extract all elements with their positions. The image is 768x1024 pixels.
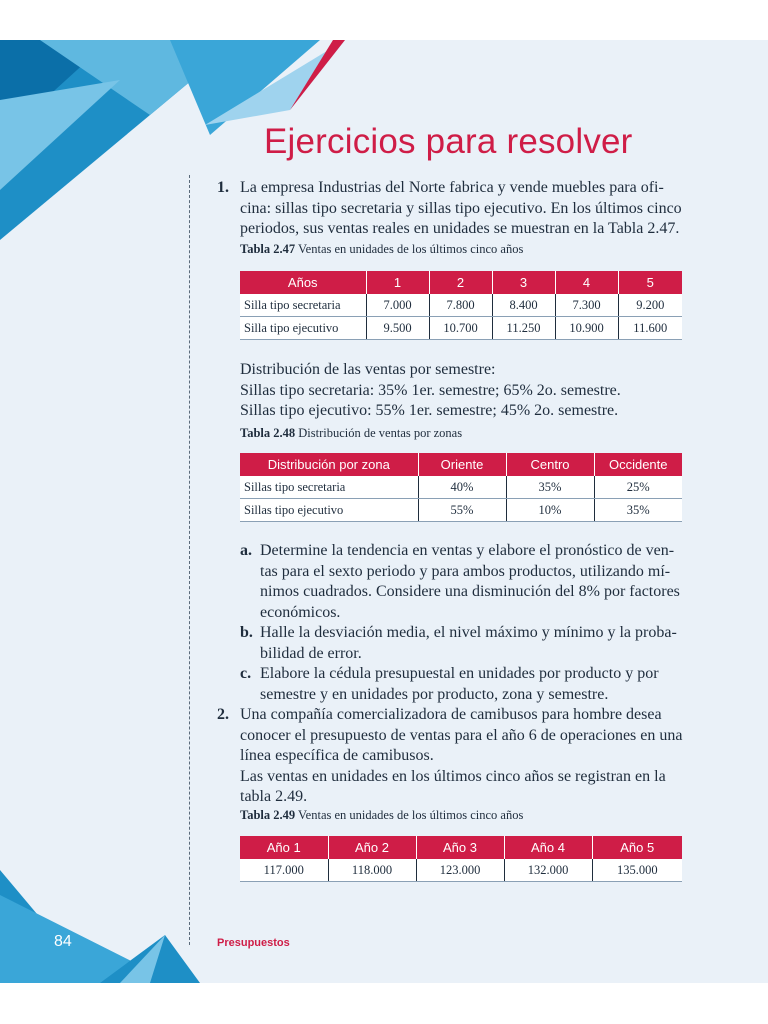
table-2-48-caption xyxy=(240,426,462,441)
column-header: Centro xyxy=(506,453,594,476)
column-header: 2 xyxy=(429,271,492,294)
text-line: conocer el presupuesto de ventas para el año 6 de operaciones en una xyxy=(240,726,683,744)
column-header: Año 5 xyxy=(592,836,682,859)
table-cell: 10% xyxy=(506,499,594,522)
table-cell: 132.000 xyxy=(504,859,592,882)
text-line: semestre y en unidades por producto, zona y semestre. xyxy=(260,685,609,703)
caption-label: Tabla 2.47 xyxy=(240,242,296,256)
table-row xyxy=(240,476,682,499)
page xyxy=(0,40,768,983)
table-cell: 25% xyxy=(594,476,682,499)
table-cell: 11.250 xyxy=(492,317,555,340)
table-cell: 10.700 xyxy=(429,317,492,340)
text-line: línea específica de camibusos. xyxy=(240,747,434,764)
text-line: Sillas tipo secretaria: 35% 1er. semestre; 65% 2o. semestre. xyxy=(240,381,621,399)
table-cell: 135.000 xyxy=(592,859,682,882)
column-header: 5 xyxy=(618,271,682,294)
exercise-1-number: 1. xyxy=(217,179,229,196)
table-2-49 xyxy=(240,836,682,882)
column-header: Oriente xyxy=(418,453,506,476)
table-row xyxy=(240,859,682,882)
table-row xyxy=(240,499,682,522)
item-b-letter: b. xyxy=(240,624,253,641)
item-c-letter: c. xyxy=(240,665,252,682)
text-line: bilidad de error. xyxy=(260,644,362,662)
text-line: La empresa Industrias del Norte fabrica y vende muebles para ofi- xyxy=(240,179,664,196)
column-header: Año 2 xyxy=(328,836,416,859)
table-row xyxy=(240,317,682,340)
table-cell: Silla tipo ejecutivo xyxy=(240,317,366,340)
page-title: Ejercicios para resolver xyxy=(264,122,633,161)
text-line: nimos cuadrados. Considere una disminución del 8% por factores xyxy=(260,583,680,600)
item-a-text xyxy=(260,541,680,623)
item-a-letter: a. xyxy=(240,542,252,559)
table-cell: 40% xyxy=(418,476,506,499)
text-line: Determine la tendencia en ventas y elabore el pronóstico de ven- xyxy=(260,542,675,559)
table-2-47-caption xyxy=(240,242,523,257)
table-header-row xyxy=(240,453,682,476)
table-cell: 7.800 xyxy=(429,294,492,317)
caption-text: Distribución de ventas por zonas xyxy=(298,426,463,440)
table-row xyxy=(240,294,682,317)
exercise-2-text xyxy=(240,705,682,808)
text-line: Distribución de las ventas por semestre: xyxy=(240,361,496,378)
text-line: Las ventas en unidades en los últimos cinco años se registran en la xyxy=(240,767,666,785)
table-cell: 10.900 xyxy=(555,317,618,340)
table-cell: 117.000 xyxy=(240,859,328,882)
table-header-row xyxy=(240,836,682,859)
text-line: Halle la desviación media, el nivel máximo y mínimo y la proba- xyxy=(260,624,677,641)
column-header: Año 1 xyxy=(240,836,328,859)
table-cell: 55% xyxy=(418,499,506,522)
column-header: 1 xyxy=(366,271,429,294)
table-2-48 xyxy=(240,453,682,522)
table-cell: 7.300 xyxy=(555,294,618,317)
item-b-text xyxy=(260,623,677,664)
exercise-1-text xyxy=(240,178,682,240)
text-line: Sillas tipo ejecutivo: 55% 1er. semestre; 45% 2o. semestre. xyxy=(240,402,619,419)
text-line: económicos. xyxy=(260,603,341,621)
text-line: tabla 2.49. xyxy=(240,788,308,805)
table-cell: 35% xyxy=(506,476,594,499)
text-line: periodos, sus ventas reales en unidades se muestran en la Tabla 2.47. xyxy=(240,220,680,237)
page-number: 84 xyxy=(54,933,72,950)
column-header: 3 xyxy=(492,271,555,294)
table-cell: 7.000 xyxy=(366,294,429,317)
column-header: Año 4 xyxy=(504,836,592,859)
table-cell: 123.000 xyxy=(416,859,504,882)
table-cell: Silla tipo secretaria xyxy=(240,294,366,317)
exercise-2-number: 2. xyxy=(217,706,229,723)
table-cell: 35% xyxy=(594,499,682,522)
table-cell: 9.200 xyxy=(618,294,682,317)
caption-text: Ventas en unidades de los últimos cinco años xyxy=(298,808,524,822)
table-header-row xyxy=(240,271,682,294)
caption-text: Ventas en unidades de los últimos cinco años xyxy=(298,242,524,256)
column-header: 4 xyxy=(555,271,618,294)
footer-section-label: Presupuestos xyxy=(217,937,290,949)
table-2-47 xyxy=(240,271,682,340)
text-line: Elabore la cédula presupuestal en unidades por producto y por xyxy=(260,665,659,682)
table-cell: 8.400 xyxy=(492,294,555,317)
text-line: tas para el sexto periodo y para ambos productos, utilizando mí- xyxy=(260,562,671,580)
column-header: Año 3 xyxy=(416,836,504,859)
item-c-text xyxy=(260,664,659,705)
table-cell: 11.600 xyxy=(618,317,682,340)
table-cell: 9.500 xyxy=(366,317,429,340)
column-header: Distribución por zona xyxy=(240,453,418,476)
text-line: cina: sillas tipo secretaria y sillas tipo ejecutivo. En los últimos cinco xyxy=(240,199,682,217)
text-line: Una compañía comercializadora de camibusos para hombre desea xyxy=(240,706,662,723)
table-2-49-caption xyxy=(240,808,523,823)
column-header: Años xyxy=(240,271,366,294)
dashed-divider xyxy=(189,175,190,945)
column-header: Occidente xyxy=(594,453,682,476)
caption-label: Tabla 2.48 xyxy=(240,426,296,440)
table-cell: Sillas tipo secretaria xyxy=(240,476,418,499)
table-cell: 118.000 xyxy=(328,859,416,882)
caption-label: Tabla 2.49 xyxy=(240,808,296,822)
distribution-text xyxy=(240,360,621,422)
table-cell: Sillas tipo ejecutivo xyxy=(240,499,418,522)
